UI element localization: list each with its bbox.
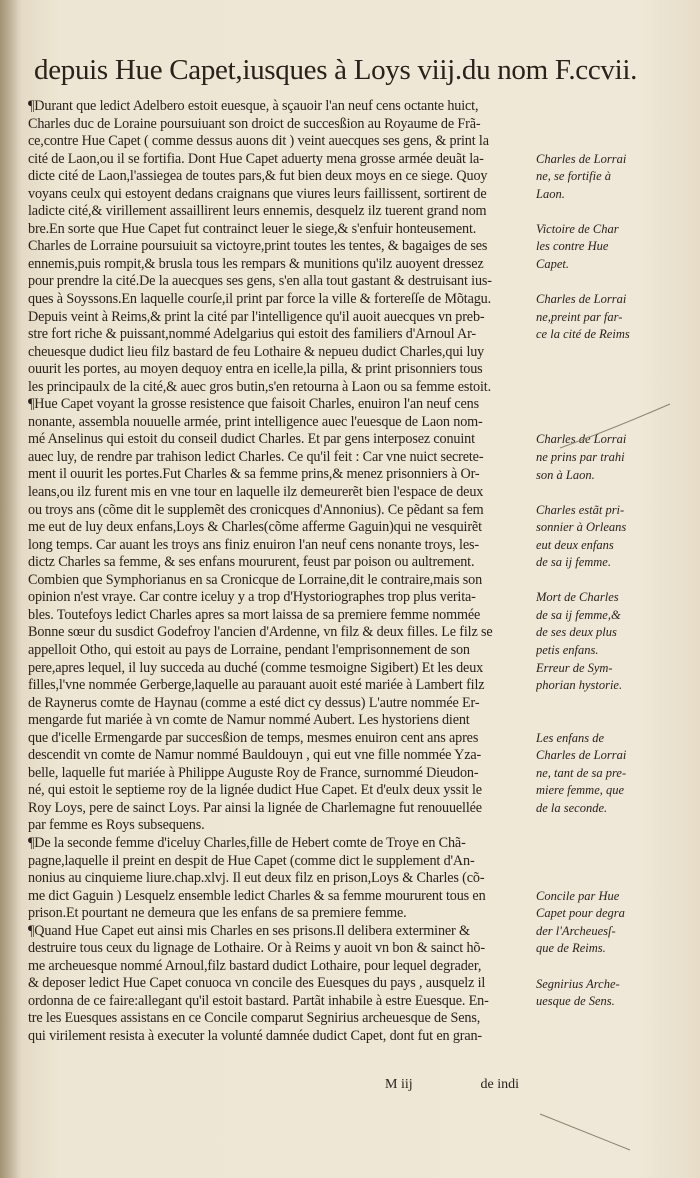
text-line: Bonne sœur du susdict Godefroy l'ancien d'Ardenne, vn filz & deux filles. Le filz se xyxy=(28,624,493,641)
text-line: de Raynerus comte de Haynau (comme a esté dict cy dessus) L'autre nommée Er- xyxy=(28,694,480,711)
text-line: ordonna de ce faire:allegant qu'il estoit bastard. Partãt inhabile à estre Euesque. En- xyxy=(28,992,489,1009)
margin-note-line: Charles estãt pri- xyxy=(536,502,625,517)
text-line: par femme es Roys subsequens. xyxy=(28,817,205,834)
text-line: ¶Quand Hue Capet eut ainsi mis Charles en ses prisons.Il delibera exterminer & xyxy=(28,922,470,939)
text-line: dictz Charles sa femme, & ses enfans moururent, feust par poison ou aultrement. xyxy=(28,554,475,571)
margin-note-line: ne prins par trahi xyxy=(536,449,625,464)
text-line: nonius au cinquieme liure.chap.xlvj. Il eut deux filz en prison,Loys & Charles (cõ- xyxy=(28,870,485,887)
text-line: cité de Laon,ou il se fortifia. Dont Hue Capet aduerty mena grosse armée deuãt la- xyxy=(28,150,484,167)
ink-stroke-decoration-lower xyxy=(520,1110,680,1170)
text-line: les principaulx de la cité,& auec gros butin,s'en retourna à Laon ou sa femme estoit. xyxy=(28,378,491,395)
text-line: Roy Loys, pere de sainct Loys. Par ainsi la lignée de Charlemagne fut renouuellée xyxy=(28,799,482,816)
signature-mark: M iij xyxy=(385,1077,413,1092)
text-line: Combien que Symphorianus en sa Cronicque de Lorraine,dit le contraire,mais son xyxy=(28,571,483,588)
margin-note-line: uesque de Sens. xyxy=(536,994,615,1009)
margin-note-line: eut deux enfans xyxy=(536,537,614,552)
text-line: ¶Hue Capet voyant la grosse resistence que faisoit Charles, enuiron l'an neuf cens xyxy=(28,396,479,413)
margin-note-line: de ses deux plus xyxy=(536,625,617,640)
text-line: voyans ceulx qui estoyent dedans craignans que viures leurs faillissent, sortirent de xyxy=(28,185,487,202)
text-line: Depuis veint à Reims,& print la cité par l'intelligence qu'il auoit auecques vn preb- xyxy=(28,308,485,325)
text-line: auec luy, de rendre par trahison ledict Charles. Ce qu'il feit : Car vne nuict secrete- xyxy=(28,448,484,465)
text-line: tre les Euesques assistans en ce Concile comparut Segnirius archeuesque de Sens, xyxy=(28,1010,481,1027)
margin-note-line: ne,preint par far- xyxy=(536,309,623,324)
text-line: belle, laquelle fut mariée à Philippe Auguste Roy de France, surnommé Dieudon- xyxy=(28,764,479,781)
margin-note-lorraine-laon xyxy=(536,151,676,204)
text-line: Charles duc de Loraine poursuiuant son droict de succesßion au Royaume de Frã- xyxy=(28,115,481,132)
margin-note-line: der l'Archeuesſ- xyxy=(536,923,616,938)
text-line: long temps. Car auant les troys ans finiz enuiron l'an neuf cens nonante troys, les- xyxy=(28,536,479,553)
margin-note-line: ne, tant de sa pre- xyxy=(536,765,627,780)
text-line: leans,ou ilz furent mis en vne tour en laquelle ilz demeurerẽt bien l'espace de deux xyxy=(28,484,484,501)
text-line: filles,l'vne nommée Gerberge,laquelle au parauant auoit esté mariée à Lambert filz xyxy=(28,677,485,694)
running-head: depuis Hue Capet,iusques à Loys viij.du nom F.ccvii. xyxy=(34,54,638,86)
margin-note-line: de sa ij femme. xyxy=(536,555,611,570)
margin-note-line: Segnirius Arche- xyxy=(536,976,620,991)
margin-note-line: Capet pour degra xyxy=(536,906,625,921)
text-line: ¶De la seconde femme d'iceluy Charles,fille de Hebert comte de Troye en Chã- xyxy=(28,834,466,851)
margin-note-line: Charles de Lorrai xyxy=(536,432,627,447)
text-line: Charles de Lorraine poursuiuit sa victoyre,print toutes les tentes, & bagaiges de ses xyxy=(28,238,488,255)
margin-note-victoire xyxy=(536,221,676,274)
text-line: bles. Toutefoys ledict Charles apres sa mort laissa de sa premiere femme nommée xyxy=(28,606,481,623)
margin-note-line: de la seconde. xyxy=(536,800,608,815)
margin-note-line: les contre Hue xyxy=(536,239,609,254)
margin-note-line: ne, se fortifie à xyxy=(536,169,611,184)
text-line: mengarde fut mariée à vn comte de Namur nommé Aubert. Les hystoriens dient xyxy=(28,712,470,729)
text-line: ce,contre Hue Capet ( comme dessus auons dit ) veint auecques ses gens, & print la xyxy=(28,133,489,150)
text-line: prison.Et pourtant ne demeura que les enfans de sa premiere femme. xyxy=(28,905,407,922)
margin-note-enfans xyxy=(536,730,676,818)
text-line: cheuesque dudict lieu filz bastard de feu Lothaire & nepueu dudict Charles,qui luy xyxy=(28,343,485,360)
text-line: pagne,laquelle il preint en despit de Hue Capet (comme dict le supplement d'An- xyxy=(28,852,475,869)
margin-note-line: Charles de Lorrai xyxy=(536,292,627,307)
text-line: destruire tous ceux du lignage de Lothaire. Or à Reims y auoit vn bon & sainct hõ- xyxy=(28,940,485,957)
margin-note-line: de sa ij femme,& xyxy=(536,607,621,622)
text-line: bre.En sorte que Hue Capet fut contrainct leuer le siege,& s'enfuir honteusement. xyxy=(28,220,477,237)
margin-note-line: Mort de Charles xyxy=(536,590,619,605)
text-line: ennemis,puis rompit,& brusla tous les rempars & munitions qu'ilz auoyent dressez xyxy=(28,255,484,272)
margin-note-line: Capet. xyxy=(536,256,569,271)
text-line: qui virilement resista à executer la volunté damnée dudict Capet, dont fut en gran- xyxy=(28,1027,482,1044)
margin-note-line: sonnier à Orleans xyxy=(536,520,627,535)
text-line: appelloit Otho, qui estoit au pays de Lorraine, pendant l'emprisonnement de son xyxy=(28,641,470,658)
margin-note-prisonnier xyxy=(536,502,676,572)
margin-note-concile xyxy=(536,888,676,958)
text-line: pere,apres lequel, il luy succeda au duché (comme tesmoigne Sigibert) Et les deux xyxy=(28,659,484,676)
text-line: né, qui estoit le septieme roy de la lignée dudict Hue Capet. Et d'eulx deux yssit le xyxy=(28,782,482,799)
margin-note-segnirius xyxy=(536,976,676,1011)
text-line: nonante, assembla nouuelle armée, print intelligence auec l'euesque de Laon nom- xyxy=(28,413,483,430)
body-text xyxy=(28,98,532,1108)
text-line: ladicte cité,& virillement assaillirent leurs ennemis, desquelz ilz tuerent grand nom xyxy=(28,203,487,220)
text-line: ¶Durant que ledict Adelbero estoit euesque, à sçauoir l'an neuf cens octante huict, xyxy=(28,98,479,114)
margin-note-line: Charles de Lorrai xyxy=(536,748,627,763)
margin-note-line: Concile par Hue xyxy=(536,888,620,903)
text-line: opinion n'est vraye. Car contre iceluy y a trop d'Hystoriographes trop plus verita- xyxy=(28,589,476,606)
margin-note-line: ce la cité de Reims xyxy=(536,327,630,342)
text-line: ou troys ans (cõme dit le supplemẽt des cronicques d'Annonius). Ce pẽdant sa fem xyxy=(28,501,484,518)
text-line: mé Anselinus qui estoit du conseil dudict Charles. Et par gens interposez conuint xyxy=(28,431,475,448)
margin-note-line: son à Laon. xyxy=(536,467,595,482)
page-footer xyxy=(385,1077,545,1093)
text-line: me dict Gaguin ) Lesquelz ensemble ledict Charles & sa femme moururent tous en xyxy=(28,887,486,904)
margin-note-mort xyxy=(536,589,676,659)
text-line: pour prendre la cité.De la auecques ses gens, s'en alla tout gastant & destruisant ius- xyxy=(28,273,492,290)
text-line: descendit vn comte de Namur nommé Bauldouyn , qui eut vne fille nommée Yza- xyxy=(28,747,482,764)
margin-note-line: que de Reims. xyxy=(536,941,606,956)
catchword: de indi xyxy=(480,1077,519,1092)
margin-note-line: petis enfans. xyxy=(536,643,599,658)
gutter-shadow xyxy=(0,0,22,1178)
text-line: me archeuesque nommé Arnoul,filz bastard dudict Lothaire, pour lequel degrader, xyxy=(28,957,482,974)
margin-note-line: Les enfans de xyxy=(536,730,605,745)
ink-stroke-decoration xyxy=(520,400,680,460)
text-line: dicte cité de Laon,l'assiegea de toutes pars,& fut bien deux moys en ce siege. Quoy xyxy=(28,168,488,185)
text-line: & deposer ledict Hue Capet conuoca vn concile des Euesques du pays , ausquelz il xyxy=(28,975,486,992)
margin-note-line: phorian hystorie. xyxy=(536,678,623,693)
text-line: me eut de luy deux enfans,Loys & Charles(cõme afferme Gaguin)qui ne vesquirẽt xyxy=(28,519,482,536)
text-line: stre fort riche & puissant,nommé Adelgarius qui estoit des familiers d'Arnoul Ar- xyxy=(28,326,476,343)
margin-note-erreur xyxy=(536,660,676,695)
margin-note-line: Erreur de Sym- xyxy=(536,660,613,675)
margin-note-reims xyxy=(536,291,676,344)
margin-note-line: miere femme, que xyxy=(536,783,625,798)
text-line: ques à Soyssons.En laquelle courſe,il print par force la ville & fortereſſe de Mõtagu. xyxy=(28,291,492,308)
margin-note-line: Laon. xyxy=(536,186,565,201)
margin-note-line: Victoire de Char xyxy=(536,221,619,236)
text-line: ment il ouurit les portes.Fut Charles & sa femme prins,& menez prisonniers à Or- xyxy=(28,466,480,483)
margin-note-line: Charles de Lorrai xyxy=(536,151,627,166)
text-line: ouurit les portes, au moyen dequoy entra en icelle,la pilla, & print prisonniers tous xyxy=(28,361,483,378)
text-line: que d'icelle Ermengarde par succesßion de temps, mesmes enuiron cent ans apres xyxy=(28,729,479,746)
